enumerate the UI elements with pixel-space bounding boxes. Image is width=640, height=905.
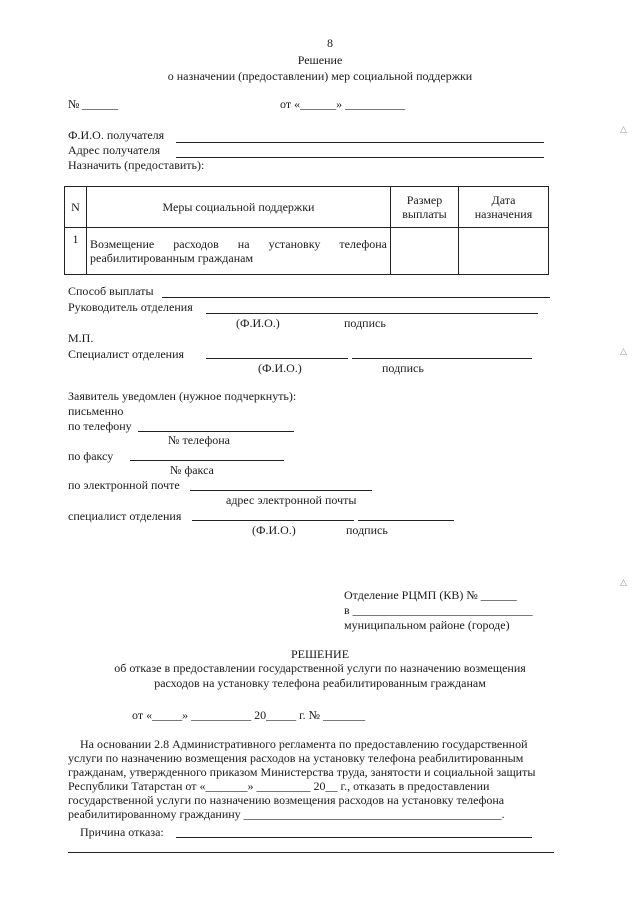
decision-number-label: №	[68, 97, 80, 111]
notification-fax-line	[130, 460, 284, 461]
notification-title: Заявитель уведомлен (нужное подчеркнуть):	[68, 389, 297, 403]
office-line2: в ______________________________	[344, 603, 533, 617]
notification-email-label: по электронной почте	[68, 478, 180, 492]
notification-fax-caption: № факса	[170, 463, 214, 477]
scan-mark-3: △	[620, 577, 627, 587]
payment-method-label: Способ выплаты	[68, 284, 154, 298]
refusal-date-line: от «_____» __________ 20_____ г. № _______	[132, 708, 366, 722]
table-header-row	[65, 187, 549, 228]
scan-mark-1: △	[620, 124, 627, 134]
row-measure: Возмещение расходов на установку телефона реабилитированным гражданам	[87, 228, 391, 275]
row-n: 1	[65, 228, 87, 275]
notification-specialist-fio-line	[192, 520, 354, 521]
notification-phone-caption: № телефона	[168, 433, 231, 447]
specialist-label: Специалист отделения	[68, 347, 185, 361]
row-amount	[391, 228, 459, 275]
decision-number-blank: ______	[82, 97, 118, 111]
payment-method-line	[162, 297, 550, 298]
header-n: N	[65, 187, 87, 228]
recipient-fio-label: Ф.И.О. получателя	[68, 128, 165, 142]
head-fio-caption: (Ф.И.О.)	[236, 316, 280, 330]
specialist-fio-caption: (Ф.И.О.)	[258, 361, 302, 375]
head-sign-caption: подпись	[344, 316, 386, 330]
decision-date: от «______» __________	[280, 97, 406, 111]
specialist-sign-caption: подпись	[382, 361, 424, 375]
notification-specialist-label: специалист отделения	[68, 509, 182, 523]
notification-phone-label: по телефону	[68, 419, 132, 433]
scan-mark-2: △	[620, 346, 627, 356]
notification-email-line	[190, 490, 372, 491]
specialist-sign-line	[352, 358, 532, 359]
row-date	[459, 228, 549, 275]
head-line	[206, 313, 538, 314]
refusal-subtitle2: расходов на установку телефона реабилитированным гражданам	[154, 676, 486, 690]
refusal-reason-line1	[176, 837, 532, 838]
measures-table	[64, 186, 549, 275]
refusal-reason-label: Причина отказа:	[80, 825, 164, 839]
notification-phone-line	[138, 431, 294, 432]
refusal-body-line6: реабилитированному гражданину ___________________________________________.	[68, 807, 505, 821]
office-line3: муниципальном районе (городе)	[344, 618, 510, 632]
notification-specialist-sign-line	[358, 520, 454, 521]
office-line1: Отделение РЦМП (КВ) № ______	[344, 588, 517, 602]
refusal-body-line1: На основании 2.8 Административного регламента по предоставлению государственной	[80, 737, 528, 751]
notification-fio-caption: (Ф.И.О.)	[252, 523, 296, 537]
refusal-body-line4: Республики Татарстан от «_______» _________ 20__ г., отказать в предоставлении	[68, 779, 490, 793]
header-measure: Меры социальной поддержки	[87, 187, 391, 228]
page-number: 8	[327, 36, 333, 50]
decision-subtitle: о назначении (предоставлении) мер социальной поддержки	[167, 69, 473, 83]
stamp-label: М.П.	[68, 331, 94, 345]
table-row	[65, 228, 549, 275]
recipient-address-label: Адрес получателя	[68, 143, 161, 157]
specialist-fio-line	[206, 358, 348, 359]
refusal-body-line2: услуги по назначению возмещения расходов на установку телефона реабилитированным	[68, 751, 524, 765]
notification-sign-caption: подпись	[346, 523, 388, 537]
refusal-title: РЕШЕНИЕ	[290, 647, 350, 661]
refusal-body-line5: государственной услуги по назначению возмещения расходов на установку телефона	[68, 793, 505, 807]
refusal-subtitle1: об отказе в предоставлении государственной услуги по назначению возмещения	[114, 661, 526, 675]
refusal-reason-line2	[68, 852, 554, 853]
notification-email-caption: адрес электронной почты	[226, 493, 357, 507]
notification-written: письменно	[68, 404, 124, 418]
decision-title: Решение	[297, 53, 343, 67]
header-date: Дата назначения	[459, 187, 549, 228]
assign-label: Назначить (предоставить):	[68, 158, 205, 172]
recipient-fio-line	[176, 142, 544, 143]
header-amount: Размер выплаты	[391, 187, 459, 228]
refusal-body-line3: гражданам, утвержденного приказом Министерства труда, занятости и социальной защиты	[68, 765, 536, 779]
recipient-address-line	[176, 157, 544, 158]
head-label: Руководитель отделения	[68, 300, 193, 314]
notification-fax-label: по факсу	[68, 449, 114, 463]
